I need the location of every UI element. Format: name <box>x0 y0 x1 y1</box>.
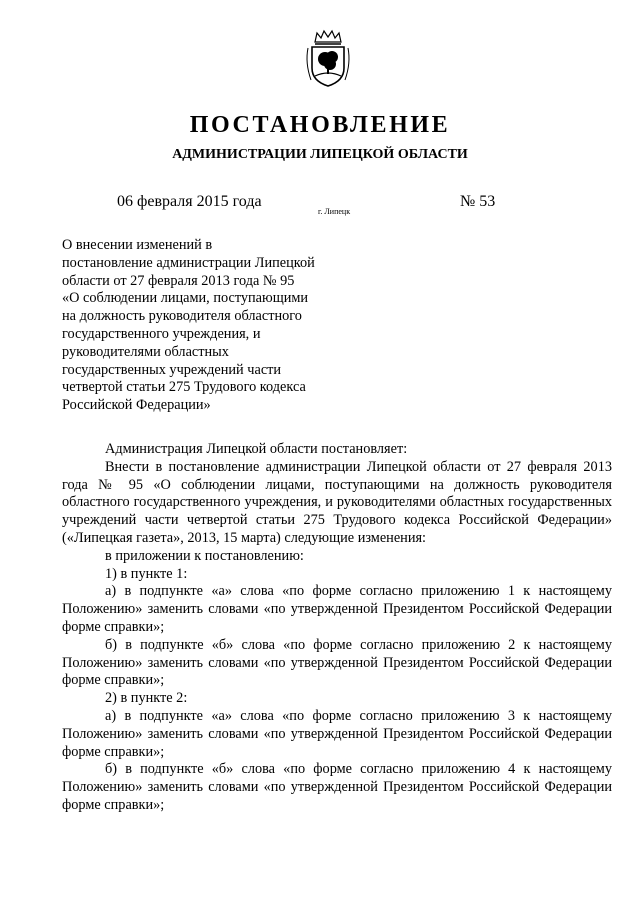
body-paragraph: а) в подпункте «а» слова «по форме согласно приложению 3 к настоящему Положению» заменить словами «по утвержденной Президентом Российской Федерации форме справки»; <box>62 707 612 760</box>
heading-line: области от 27 февраля 2013 года № 95 <box>62 272 295 289</box>
document-date: 06 февраля 2015 года <box>117 193 262 210</box>
heading-line: Российской Федерации» <box>62 397 211 414</box>
heading-line: О внесении изменений в <box>62 237 213 253</box>
body-paragraph: 2) в пункте 2: <box>105 690 188 707</box>
document-city: г. Липецк <box>318 207 351 216</box>
document-body <box>62 441 612 815</box>
body-paragraph: а) в подпункте «а» слова «по форме согласно приложению 1 к настоящему Положению» заменить словами «по утвержденной Президентом Российской Федерации форме справки»; <box>62 583 612 635</box>
body-paragraph: 1) в пункте 1: <box>105 565 188 582</box>
heading-line: четвертой статьи 275 Трудового кодекса <box>62 379 306 396</box>
heading-line: на должность руководителя областного <box>62 308 302 325</box>
document-title: ПОСТАНОВЛЕНИЕ <box>189 112 451 138</box>
document-number: № 53 <box>460 193 496 210</box>
heading-line: руководителями областных <box>62 343 229 360</box>
document-subtitle: АДМИНИСТРАЦИИ ЛИПЕЦКОЙ ОБЛАСТИ <box>172 147 468 162</box>
heading-line: государственного учреждения, и <box>62 325 261 342</box>
body-paragraph: Внести в постановление администрации Липецкой области от 27 февраля 2013 года № 95 «О соблюдении лицами, поступающими на должность руководителя областного государственного учреждения, и руководителями областных государственных учреждений части четвертой статьи 275 Трудового кодекса Российской Федерации» («Липецкая газета», 2013, 15 марта) следующие изменения: <box>62 458 612 546</box>
body-paragraph: в приложении к постановлению: <box>105 547 304 564</box>
heading-line: постановление администрации Липецкой <box>62 254 315 271</box>
body-paragraph: б) в подпункте «б» слова «по форме согласно приложению 2 к настоящему Положению» заменить словами «по утвержденной Президентом Российской Федерации форме справки»; <box>62 636 612 689</box>
body-paragraph: Администрация Липецкой области постановляет: <box>105 441 408 457</box>
body-paragraph: б) в подпункте «б» слова «по форме согласно приложению 4 к настоящему Положению» заменить словами «по утвержденной Президентом Российской Федерации форме справки»; <box>62 761 612 813</box>
heading-line: «О соблюдении лицами, поступающими <box>62 290 309 307</box>
document-heading <box>62 237 362 415</box>
heading-line: государственных учреждений части <box>62 361 282 378</box>
lipetsk-oblast-coat-of-arms-icon <box>303 28 353 88</box>
